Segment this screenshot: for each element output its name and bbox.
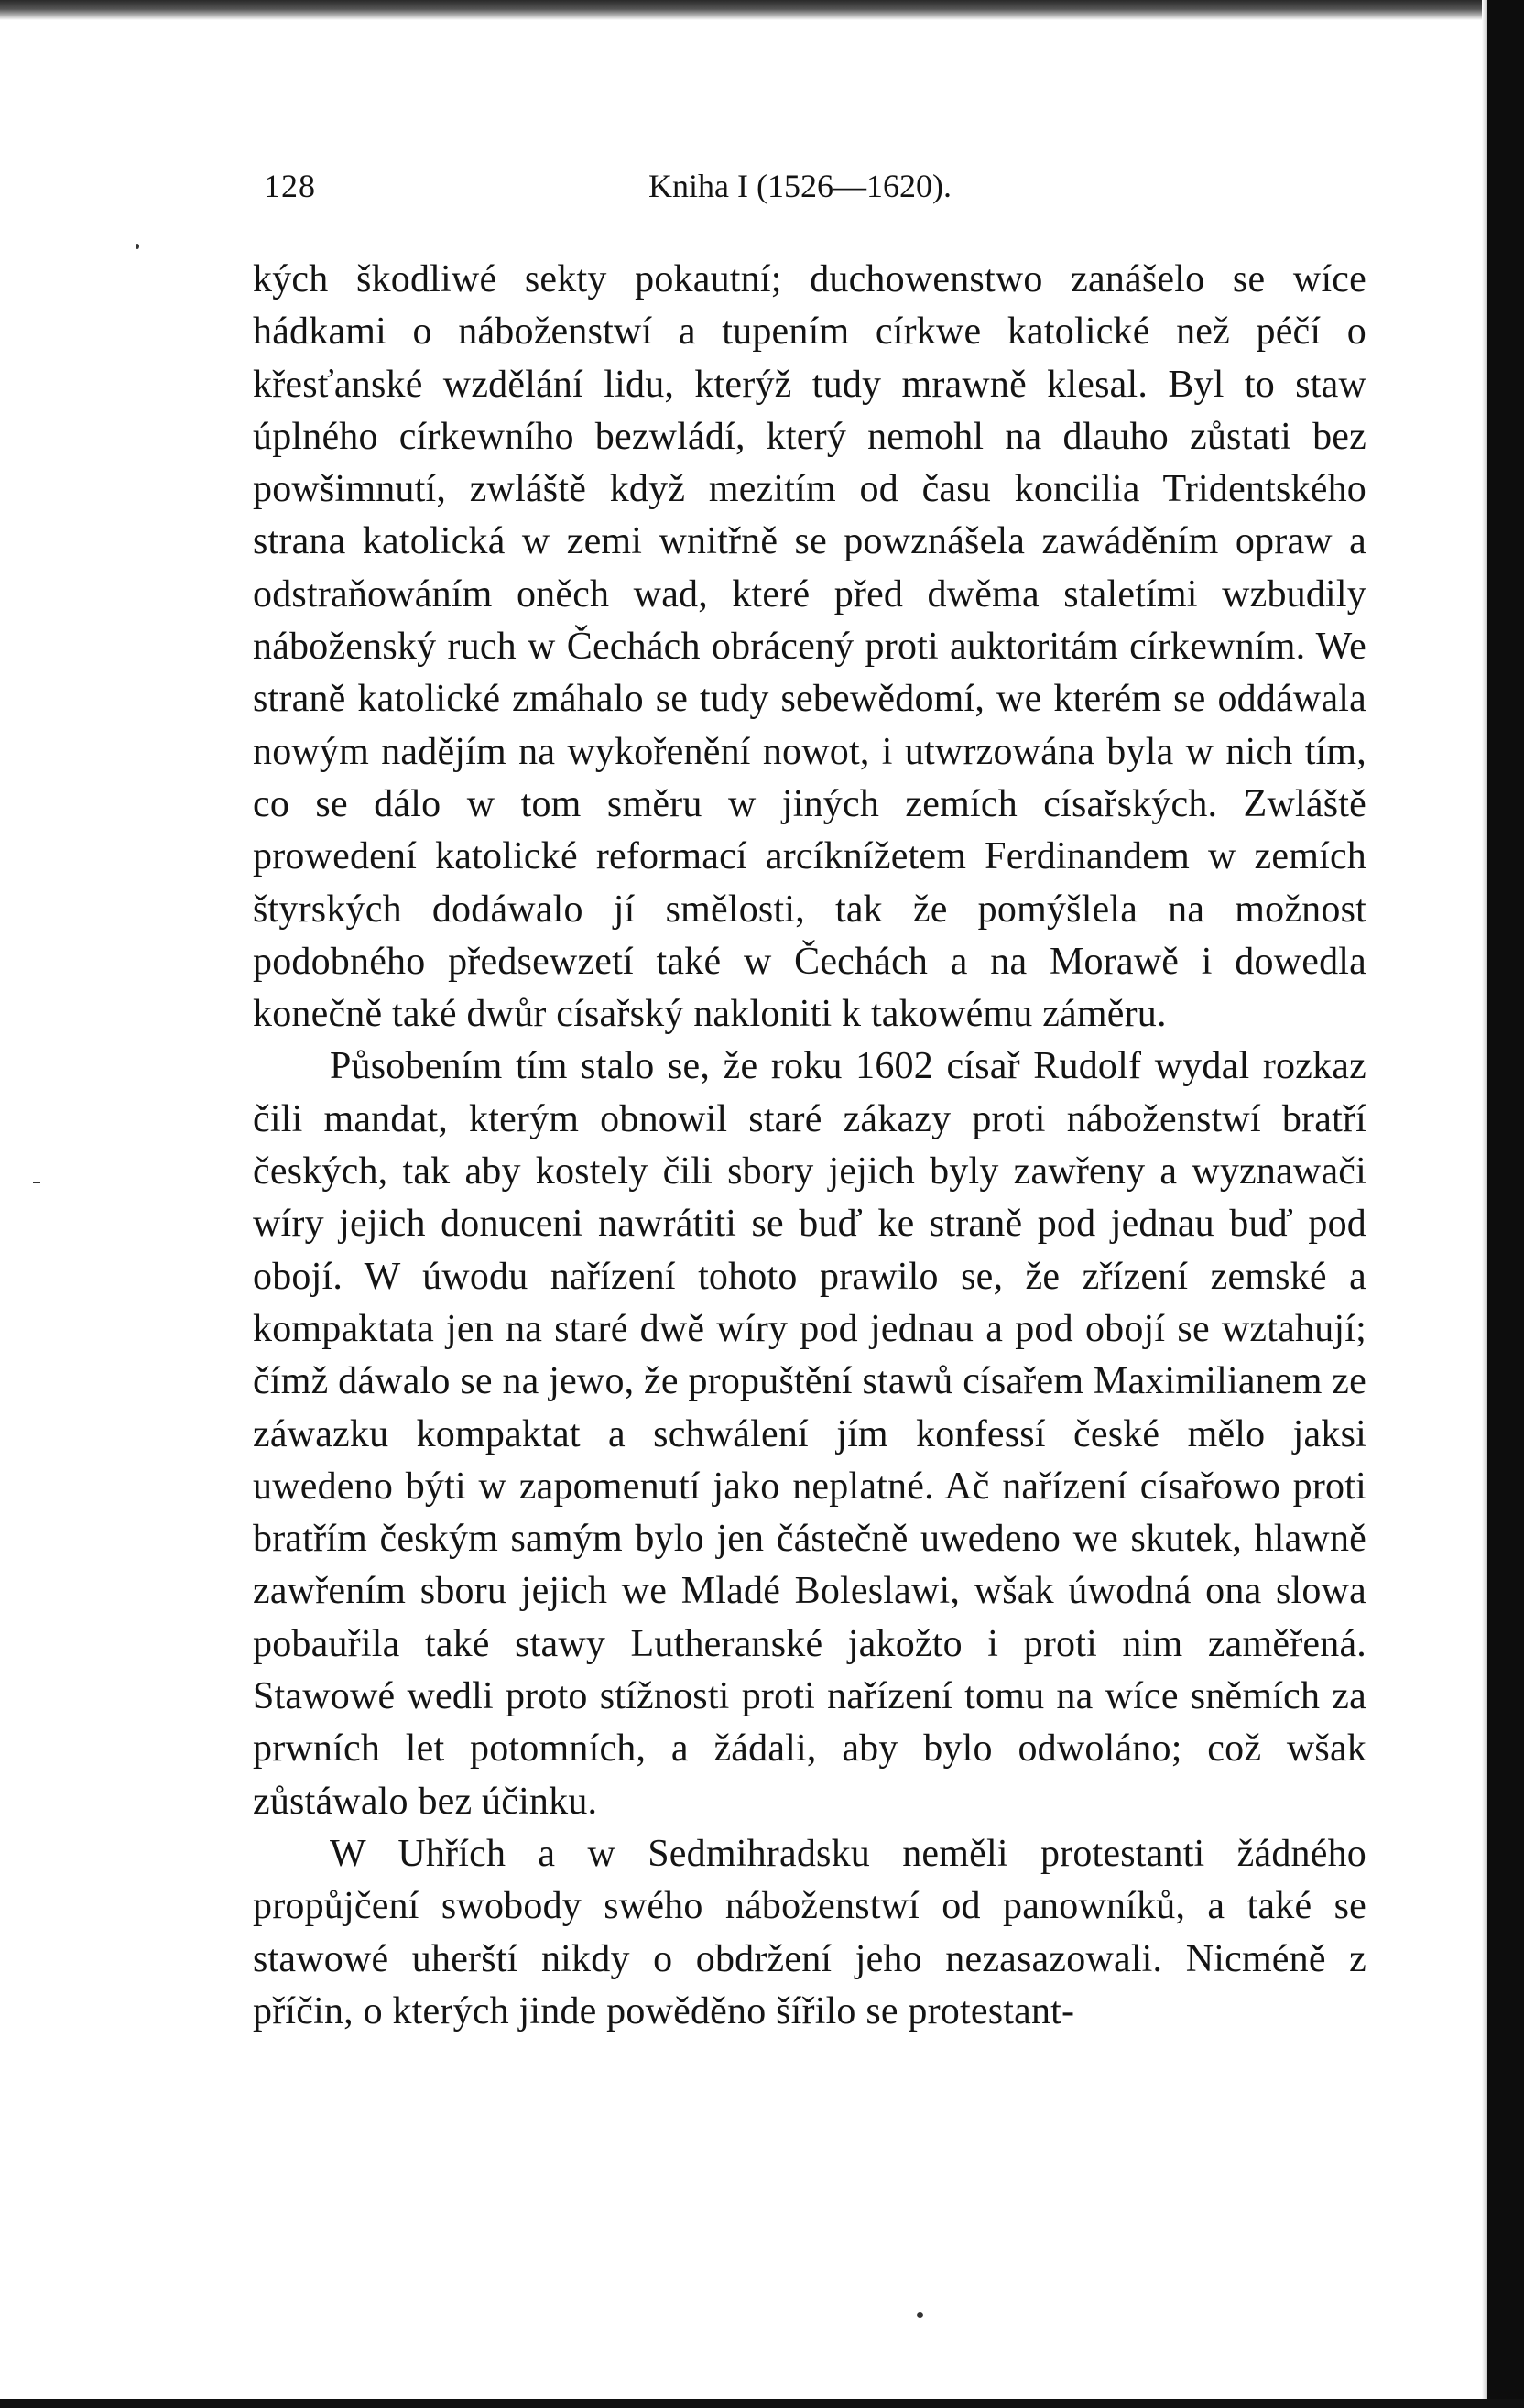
page-number: 128	[264, 168, 316, 204]
paragraph-2: Působením tím stalo se, že roku 1602 císař Rudolf wydal rozkaz čili mandat, kterým obnowil staré zákazy proti náboženstwí bratří českých, tak aby kostely čili sbory jejich byly zawřeny a wyznawači wíry jejich donuceni nawrátiti se buď ke straně pod jednau buď pod obojí. W úwodu nařízení tohoto prawilo se, že zřízení zemské a kompaktata jen na staré dwě wíry pod jednau a pod obojí se wztahují; čímž dáwalo se na jewo, že propuštění stawů císařem Maximilianem ze záwazku kompaktat a schwálení jím konfessí české mělo jaksi uwedeno býti w zapomenutí jako neplatné. Ač nařízení císařowo proti bratřím českým samým bylo jen částečně uwedeno we skutek, hlawně zawřením sboru jejich we Mladé Boleslawi, wšak úwodná ona slowa pobauřila také stawy Lutheranské jakožto i proti nim zaměřená. Stawowé wedli proto stížnosti proti nařízení tomu na wíce sněmích za prwních let potomních, a žádali, aby bylo odwoláno; což wšak zůstáwalo bez účinku.	[253, 1045, 1366, 1823]
paragraph-3: W Uhřích a w Sedmihradsku neměli protestanti žádného propůjčení swobody swého náboženstwí od panowníků, a také se stawowé uherští nikdy o obdržení jeho nezasazowali. Nicméně z příčin, o kterých jinde powěděno šířilo se protestant-	[253, 1832, 1366, 2032]
paragraph-1: kých škodliwé sekty pokautní; duchowenstwo zanášelo se wíce hádkami o náboženstwí a tupením církwe katolické než péčí o křesťanské wzdělání lidu, kterýž tudy mrawně klesal. Byl to staw úplného církewního bezwládí, který nemohl na dlauho zůstati bez powšimnutí, zwláště když mezitím od času koncilia Tridentského strana katolická w zemi wnitřně se powznášela zawáděním opraw a odstraňowáním oněch wad, které před dwěma staletími wzbudily náboženský ruch w Čechách obrácený proti auktoritám církewním. We straně katolické zmáhalo se tudy sebewědomí, we kterém se oddáwala nowým nadějím na wykořenění nowot, i utwrzowána byla w nich tím, co se dálo w tom směru w jiných zemích císařských. Zwláště prowedení katolické reformací arcíknížetem Ferdinandem w zemích štyrských dodáwalo jí smělosti, tak že pomýšlela na možnost podobného předsewzetí také w Čechách a na Morawě i dowedla konečně také dwůr císařský nakloniti k takowému záměru.	[253, 258, 1366, 1036]
running-head	[264, 163, 1363, 209]
running-title: Kniha I (1526—1620).	[648, 168, 952, 204]
body-text	[253, 254, 1366, 2038]
